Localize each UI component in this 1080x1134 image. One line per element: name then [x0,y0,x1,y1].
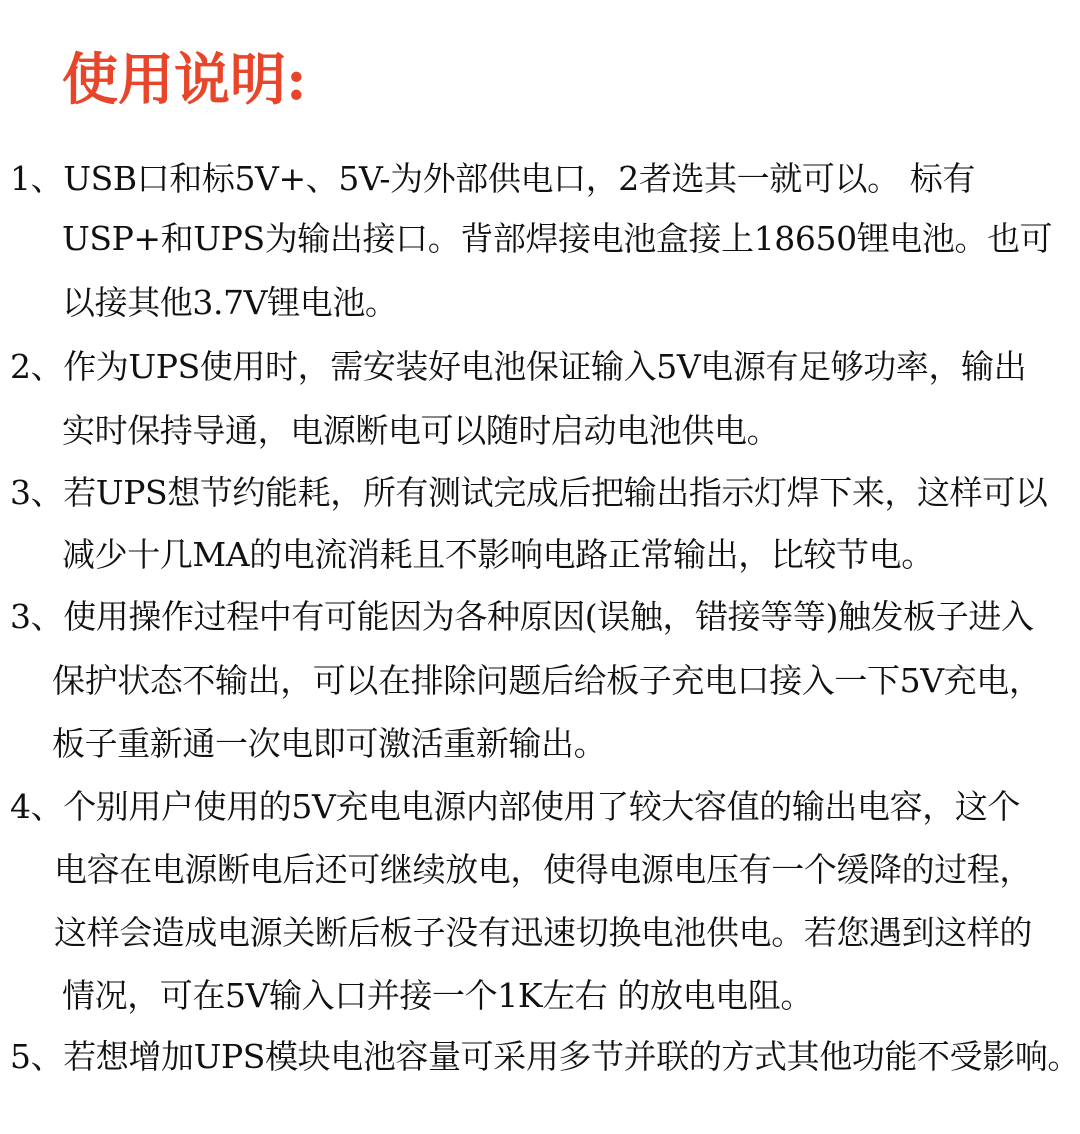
item-1-line-3: 以接其他3.7V锂电池。 [62,283,398,322]
item-5-line-1: 5、若想增加UPS模块电池容量可采用多节并联的方式其他功能不受影响。 [10,1037,1080,1076]
page-title: 使用说明: [62,47,307,113]
item-4-line-1: 4、个别用户使用的5V充电电源内部使用了较大容值的输出电容，这个 [10,787,1021,826]
item-4-line-3: 这样会造成电源关断后板子没有迅速切换电池供电。若您遇到这样的 [54,913,1033,952]
item-3b-line-3: 板子重新通一次电即可激活重新输出。 [52,724,607,763]
item-3-line-2: 减少十几MA的电流消耗且不影响电路正常输出，比较节电。 [62,535,934,574]
item-3-line-1: 3、若UPS想节约能耗，所有测试完成后把输出指示灯焊下来，这样可以 [10,473,1048,512]
item-2-line-1: 2、作为UPS使用时，需安装好电池保证输入5V电源有足够功率，输出 [10,347,1027,386]
item-1-line-1: 1、USB口和标5V+、5V-为外部供电口，2者选其一就可以。 标有 [10,159,975,198]
item-3b-line-1: 3、使用操作过程中有可能因为各种原因(误触，错接等等)触发板子进入 [10,597,1034,636]
item-3b-line-2: 保护状态不输出，可以在排除问题后给板子充电口接入一下5V充电， [52,661,1042,700]
item-1-line-2: USP+和UPS为输出接口。背部焊接电池盒接上18650锂电池。也可 [62,219,1053,258]
item-2-line-2: 实时保持导通，电源断电可以随时启动电池供电。 [62,411,780,450]
item-4-line-2: 电容在电源断电后还可继续放电，使得电源电压有一个缓降的过程， [54,850,1033,889]
item-4-line-4: 情况，可在5V输入口并接一个1K左右 的放电电阻。 [62,976,813,1015]
